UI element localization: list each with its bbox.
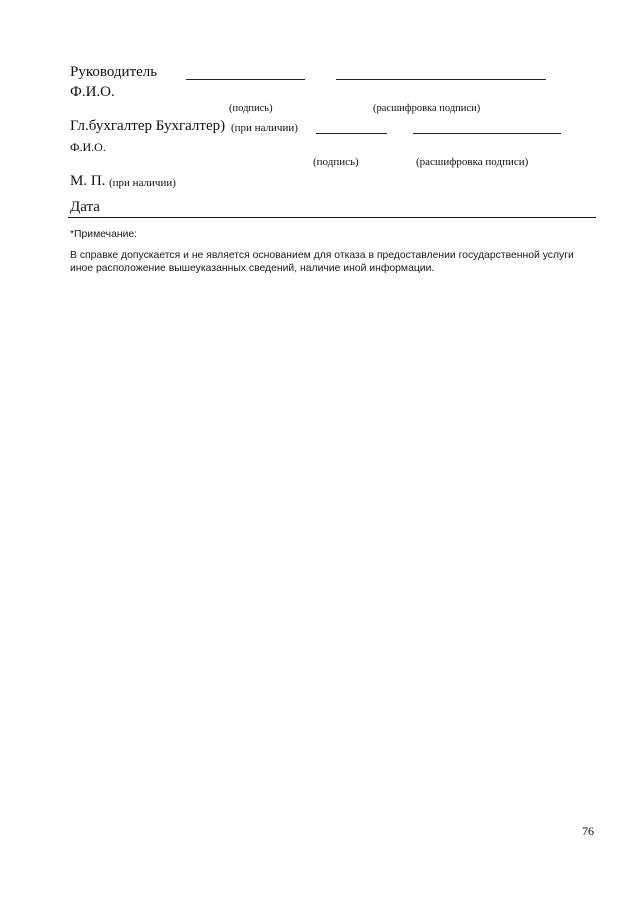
stamp-optional-note: (при наличии) — [109, 177, 176, 189]
accountant-label: Гл.бухгалтер Бухгалтер) — [70, 118, 226, 134]
accountant-signature-caption: (подпись) — [313, 156, 359, 168]
accountant-decode-line — [413, 133, 561, 134]
stamp-label: М. П. — [70, 173, 106, 189]
date-rule — [68, 217, 596, 218]
note-line-1: В справке допускается и не является основанием для отказа в предоставлении государственной услуги — [70, 250, 574, 261]
accountant-decode-caption: (расшифровка подписи) — [416, 156, 529, 168]
accountant-fio-label: Ф.И.О. — [70, 140, 106, 154]
head-signature-caption: (подпись) — [229, 103, 273, 114]
head-decode-line — [336, 79, 546, 80]
accountant-optional-note: (при наличии) — [231, 122, 298, 134]
date-label: Дата — [70, 199, 100, 215]
head-label: Руководитель — [70, 64, 158, 80]
accountant-signature-line — [316, 133, 387, 134]
note-line-2: иное расположение вышеуказанных сведений, наличие иной информации. — [70, 263, 435, 274]
page-number: 76 — [582, 824, 594, 838]
head-fio-label: Ф.И.О. — [70, 84, 115, 100]
head-decode-caption: (расшифровка подписи) — [373, 103, 481, 114]
head-signature-line — [186, 79, 305, 80]
note-title: *Примечание: — [70, 229, 138, 240]
